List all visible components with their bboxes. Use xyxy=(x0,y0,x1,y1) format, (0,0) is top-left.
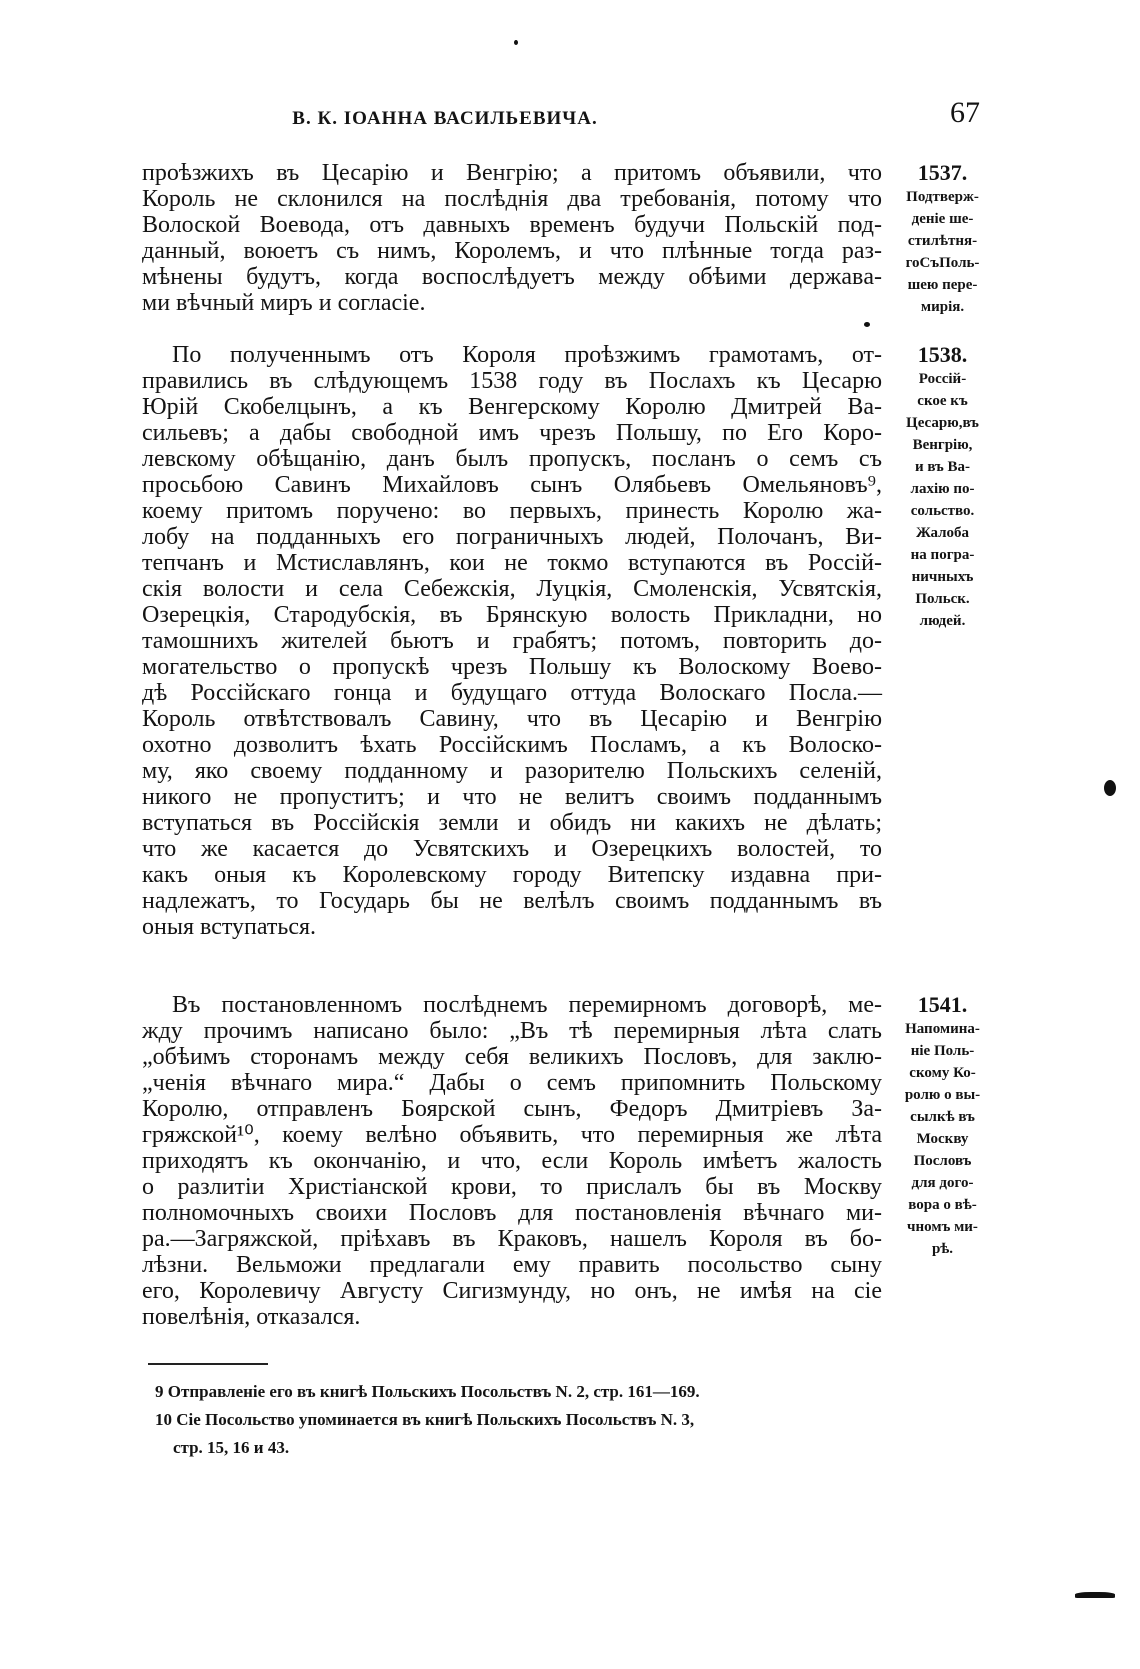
text-line: данный, воюетъ съ нимъ, Королемъ, и что плѣнные тогда раз- xyxy=(142,238,882,264)
text-line: проѣзжихъ въ Цесарію и Венгрію; а притомъ объявили, что xyxy=(142,160,882,186)
text-line: скія волости и села Себежскія, Луцкія, Смоленскія, Усвятскія, xyxy=(142,576,882,602)
text-line: Озерецкія, Стародубскія, въ Брянскую волость Прикладни, но xyxy=(142,602,882,628)
footnote-10: 10 Сіе Посольство упоминается въ книгѣ Польскихъ Посольствъ N. 3, xyxy=(155,1410,695,1429)
footnotes xyxy=(155,1378,895,1462)
margin-line: на погра- xyxy=(910,547,975,563)
text-line: никого не пропуститъ; и что не велитъ своимъ подданнымъ xyxy=(142,784,882,810)
text-line: лѣзни. Вельможи предлагали ему править посольство сыну xyxy=(142,1252,882,1278)
margin-line: вора о вѣ- xyxy=(908,1197,977,1213)
text-line: лобу на подданныхъ его пограничныхъ людей, Полочанъ, Ви- xyxy=(142,524,882,550)
margin-line: Польск. xyxy=(915,591,970,607)
margin-line: стилѣтня- xyxy=(907,233,978,249)
text-line: надлежатъ, то Государь бы не велѣлъ своимъ подданнымъ въ xyxy=(142,888,882,914)
paragraph-1 xyxy=(142,160,882,316)
text-line: мѣнены будутъ, когда воспослѣдуетъ между обѣими державa- xyxy=(142,264,882,290)
margin-line: мирія. xyxy=(920,299,965,315)
text-line: могательство о пропускѣ чрезъ Польшу къ Волоскому Воево- xyxy=(142,654,882,680)
text-line: полномочныхъ своихи Пословъ для постановленія вѣчнаго ми- xyxy=(142,1200,882,1226)
text-line: тамошнихъ жителей бьютъ и грабятъ; потомъ, повторить до- xyxy=(142,628,882,654)
margin-line: ніе Поль- xyxy=(910,1043,975,1059)
scan-speck xyxy=(1104,780,1116,796)
margin-line: людей. xyxy=(919,613,966,629)
paragraph-3 xyxy=(142,992,882,1330)
footnote-10-continuation: стр. 15, 16 и 43. xyxy=(173,1438,290,1457)
text-line: Волоской Воевода, отъ давныхъ временъ будучи Польскій под- xyxy=(142,212,882,238)
margin-year: 1537. xyxy=(917,160,968,185)
text-line: коему притомъ поручено: во первыхъ, принесть Королю жа- xyxy=(142,498,882,524)
text-line: оныя вступаться. xyxy=(142,914,317,940)
margin-line: шею пере- xyxy=(907,277,978,293)
text-line: ра.—Загряжской, пріѣхавъ въ Краковъ, нашелъ Короля въ бо- xyxy=(142,1226,882,1252)
text-line: ми вѣчный миръ и согласіе. xyxy=(142,290,426,316)
margin-line: гоСъПоль- xyxy=(905,255,980,271)
margin-line: чномъ ми- xyxy=(907,1219,978,1235)
margin-year: 1538. xyxy=(917,342,968,367)
text-line: повелѣнія, отказался. xyxy=(142,1304,361,1330)
text-line: му, яко своему подданному и разорителю Польскихъ селеній, xyxy=(142,758,882,784)
text-line: левскому обѣщанію, данъ былъ пропускъ, посланъ о семъ съ xyxy=(142,446,882,472)
text-line: приходятъ къ окончанію, и что, если Король имѣетъ жалость xyxy=(142,1148,882,1174)
text-line: о разлитіи Христіанской крови, то прислалъ бы въ Москву xyxy=(142,1174,882,1200)
margin-note-1537 xyxy=(890,160,995,318)
margin-line: сольство. xyxy=(910,503,975,519)
margin-line: Москву xyxy=(916,1131,969,1147)
text-line: охотно дозволитъ ѣхать Россійскимъ Посламъ, а къ Волоско- xyxy=(142,732,882,758)
text-line: просьбою Савинъ Михайловъ сынъ Олябьевъ Омельяновъ⁹, xyxy=(142,472,882,498)
running-header: В. К. ІОАННА ВАСИЛЬЕВИЧА. xyxy=(292,108,598,129)
text-line: По полученнымъ отъ Короля проѣзжимъ грамотамъ, от- xyxy=(172,342,882,368)
text-line: какъ оныя къ Королевскому городу Витепску издавна при- xyxy=(142,862,882,888)
margin-line: Россій- xyxy=(918,371,967,387)
scan-speck xyxy=(864,322,870,327)
margin-line: и въ Ва- xyxy=(914,459,971,475)
text-line: Въ постановленномъ послѣднемъ перемирномъ договорѣ, ме- xyxy=(172,992,882,1018)
text-line: Король не склонился на послѣднія два требованія, потому что xyxy=(142,186,882,212)
text-line: вступаться въ Россійскія земли и обидъ ни какихъ не дѣлать; xyxy=(142,810,882,836)
margin-line: ролю о вы- xyxy=(904,1087,981,1103)
text-line: сильевъ; а дабы свободной имъ чрезъ Польшу, по Его Коро- xyxy=(142,420,882,446)
text-line: тепчанъ и Мстиславлянъ, кои не токмо вступаются въ Россій- xyxy=(142,550,882,576)
margin-line: сылкѣ въ xyxy=(910,1109,975,1125)
text-line: что же касается до Усвятскихъ и Озерецкихъ волостей, то xyxy=(142,836,882,862)
footnote-rule xyxy=(148,1363,268,1365)
margin-line: Цесарю,въ xyxy=(906,415,979,431)
margin-line: деніе ше- xyxy=(911,211,974,227)
text-line: его, Королевичу Августу Сигизмунду, но онъ, не имѣя на сіе xyxy=(142,1278,882,1304)
margin-line: лахію по- xyxy=(910,481,975,497)
margin-line: для дого- xyxy=(911,1175,974,1191)
text-line: дѣ Россійскаго гонца и будущаго оттуда Волоскаго Посла.— xyxy=(142,680,882,706)
text-line: „обѣимъ сторонамъ между себя великихъ Пословъ, для заклю- xyxy=(142,1044,882,1070)
text-line: гряжской¹⁰, коему велѣно объявить, что перемирныя же лѣта xyxy=(142,1122,882,1148)
text-line: правились въ слѣдующемъ 1538 году въ Послахъ къ Цесарю xyxy=(142,368,882,394)
scan-speck xyxy=(1075,1592,1115,1598)
paragraph-2 xyxy=(142,342,882,940)
margin-line: Напомина- xyxy=(905,1021,980,1037)
page-number: 67 xyxy=(950,96,980,129)
text-line: Юрій Скобелцынъ, а къ Венгерскому Королю Дмитрей Ва- xyxy=(142,394,882,420)
text-line: Король отвѣтствовалъ Савину, что въ Цесарію и Венгрію xyxy=(142,706,882,732)
footnote-9: 9 Отправленіе его въ книгѣ Польскихъ Посольствъ N. 2, стр. 161—169. xyxy=(155,1382,700,1401)
margin-line: Подтверж- xyxy=(906,189,979,205)
margin-line: скому Ко- xyxy=(909,1065,976,1081)
margin-line: Венгрію, xyxy=(912,437,973,453)
text-line: Королю, отправленъ Боярской сынъ, Федоръ Дмитріевъ За- xyxy=(142,1096,882,1122)
text-line: „ченія вѣчнаго мира.“ Дабы о семъ припомнить Польскому xyxy=(142,1070,882,1096)
margin-line: Пословъ xyxy=(913,1153,972,1169)
margin-year: 1541. xyxy=(917,992,968,1017)
margin-note-1538 xyxy=(890,342,995,632)
margin-line: ское къ xyxy=(917,393,968,409)
margin-note-1541 xyxy=(890,992,995,1260)
margin-line: ничныхъ xyxy=(911,569,974,585)
margin-line: рѣ. xyxy=(931,1241,954,1257)
scan-speck xyxy=(514,40,518,45)
margin-line: Жалоба xyxy=(915,525,969,541)
text-line: жду прочимъ написано было: „Въ тѣ перемирныя лѣта слать xyxy=(142,1018,882,1044)
